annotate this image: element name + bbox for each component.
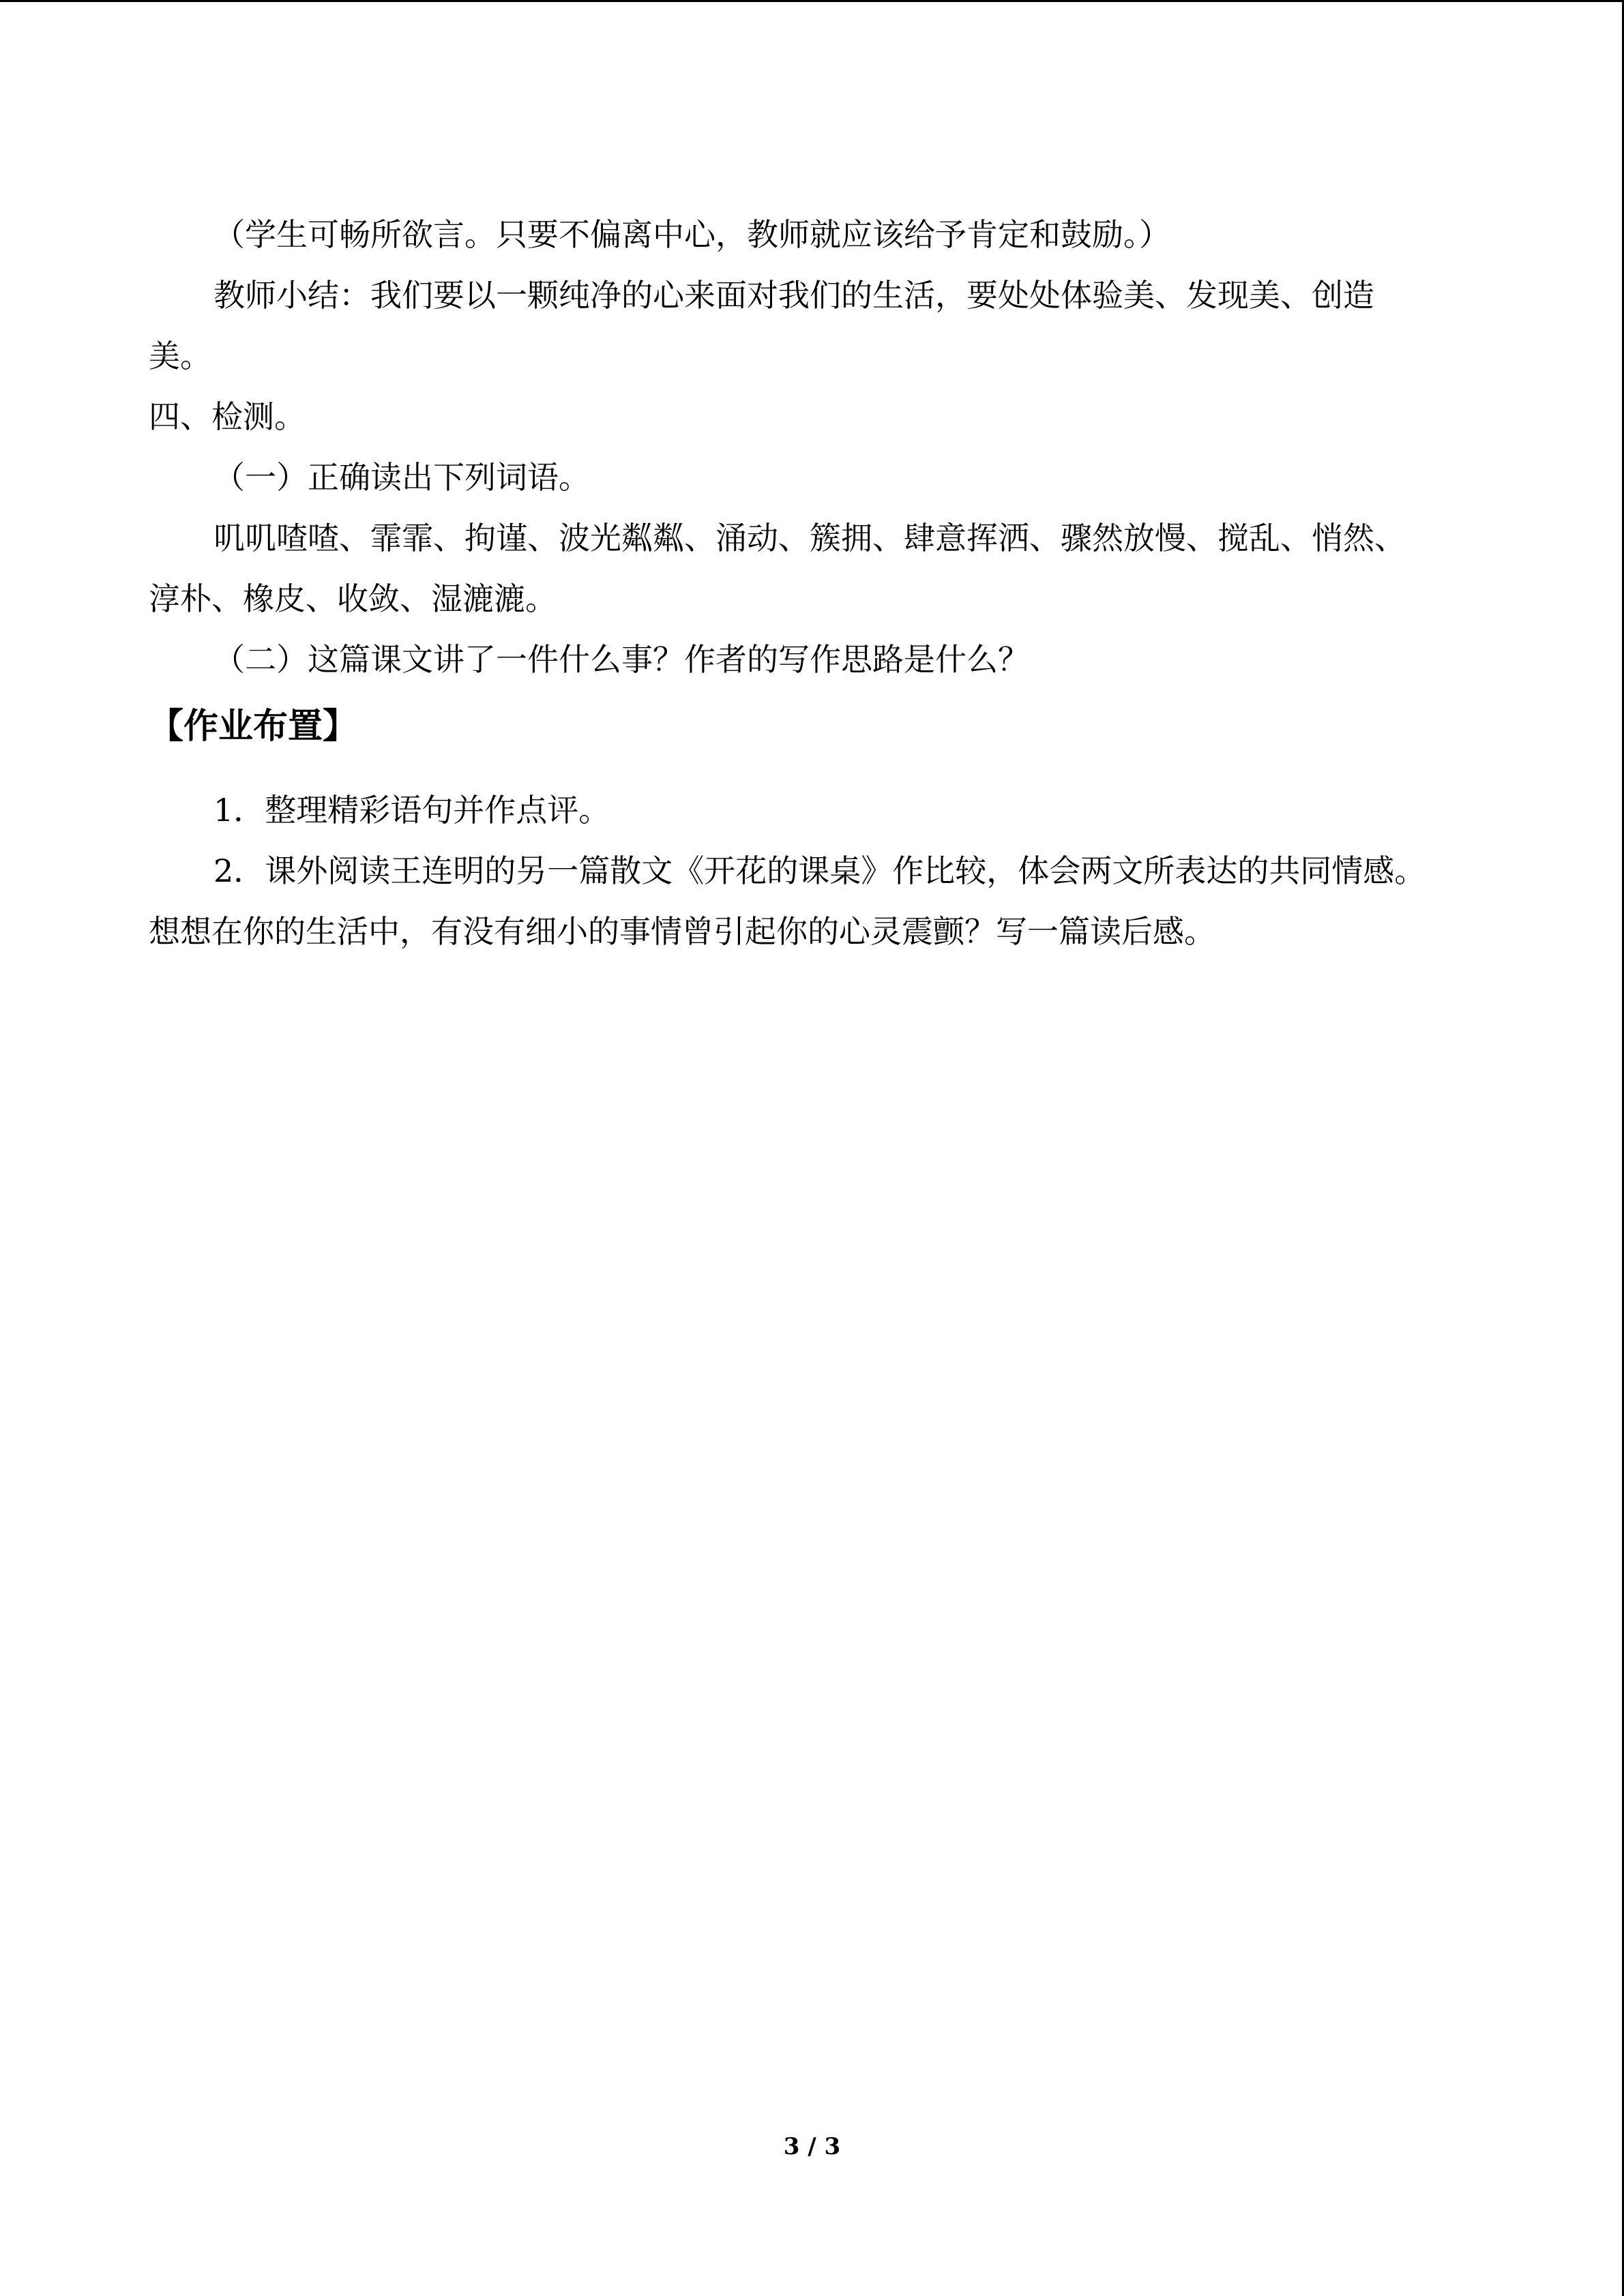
homework-heading: 【作业布置】 [149, 706, 358, 747]
paragraph-teacher-summary: 教师小结：我们要以一颗纯净的心来面对我们的生活，要处处体验美、发现美、创造 [213, 277, 1374, 314]
paragraph-student-discussion: （学生可畅所欲言。只要不偏离中心，教师就应该给予肯定和鼓励。） [213, 216, 1170, 253]
homework-item-1: 1．整理精彩语句并作点评。 [213, 792, 610, 829]
paragraph-teacher-summary-continued: 美。 [149, 338, 211, 374]
subsection-question: （二）这篇课文讲了一件什么事？作者的写作思路是什么？ [213, 641, 1029, 678]
subsection-read-words: （一）正确读出下列词语。 [213, 459, 590, 496]
homework-item-2-continued: 想想在你的生活中，有没有细小的事情曾引起你的心灵震颤？写一篇读后感。 [149, 913, 1215, 950]
word-list: 叽叽喳喳、霏霏、拘谨、波光粼粼、涌动、簇拥、肆意挥洒、骤然放慢、搅乱、悄然、 [213, 520, 1406, 556]
document-body [149, 205, 1475, 962]
page-border-top [0, 0, 1624, 2]
word-list-continued: 淳朴、橡皮、收敛、湿漉漉。 [149, 580, 557, 617]
homework-item-2: 2．课外阅读王连明的另一篇散文《开花的课桌》作比较，体会两文所表达的共同情感。 [213, 852, 1426, 889]
section-heading-test: 四、检测。 [149, 398, 306, 435]
page-number: 3 / 3 [783, 2133, 841, 2160]
